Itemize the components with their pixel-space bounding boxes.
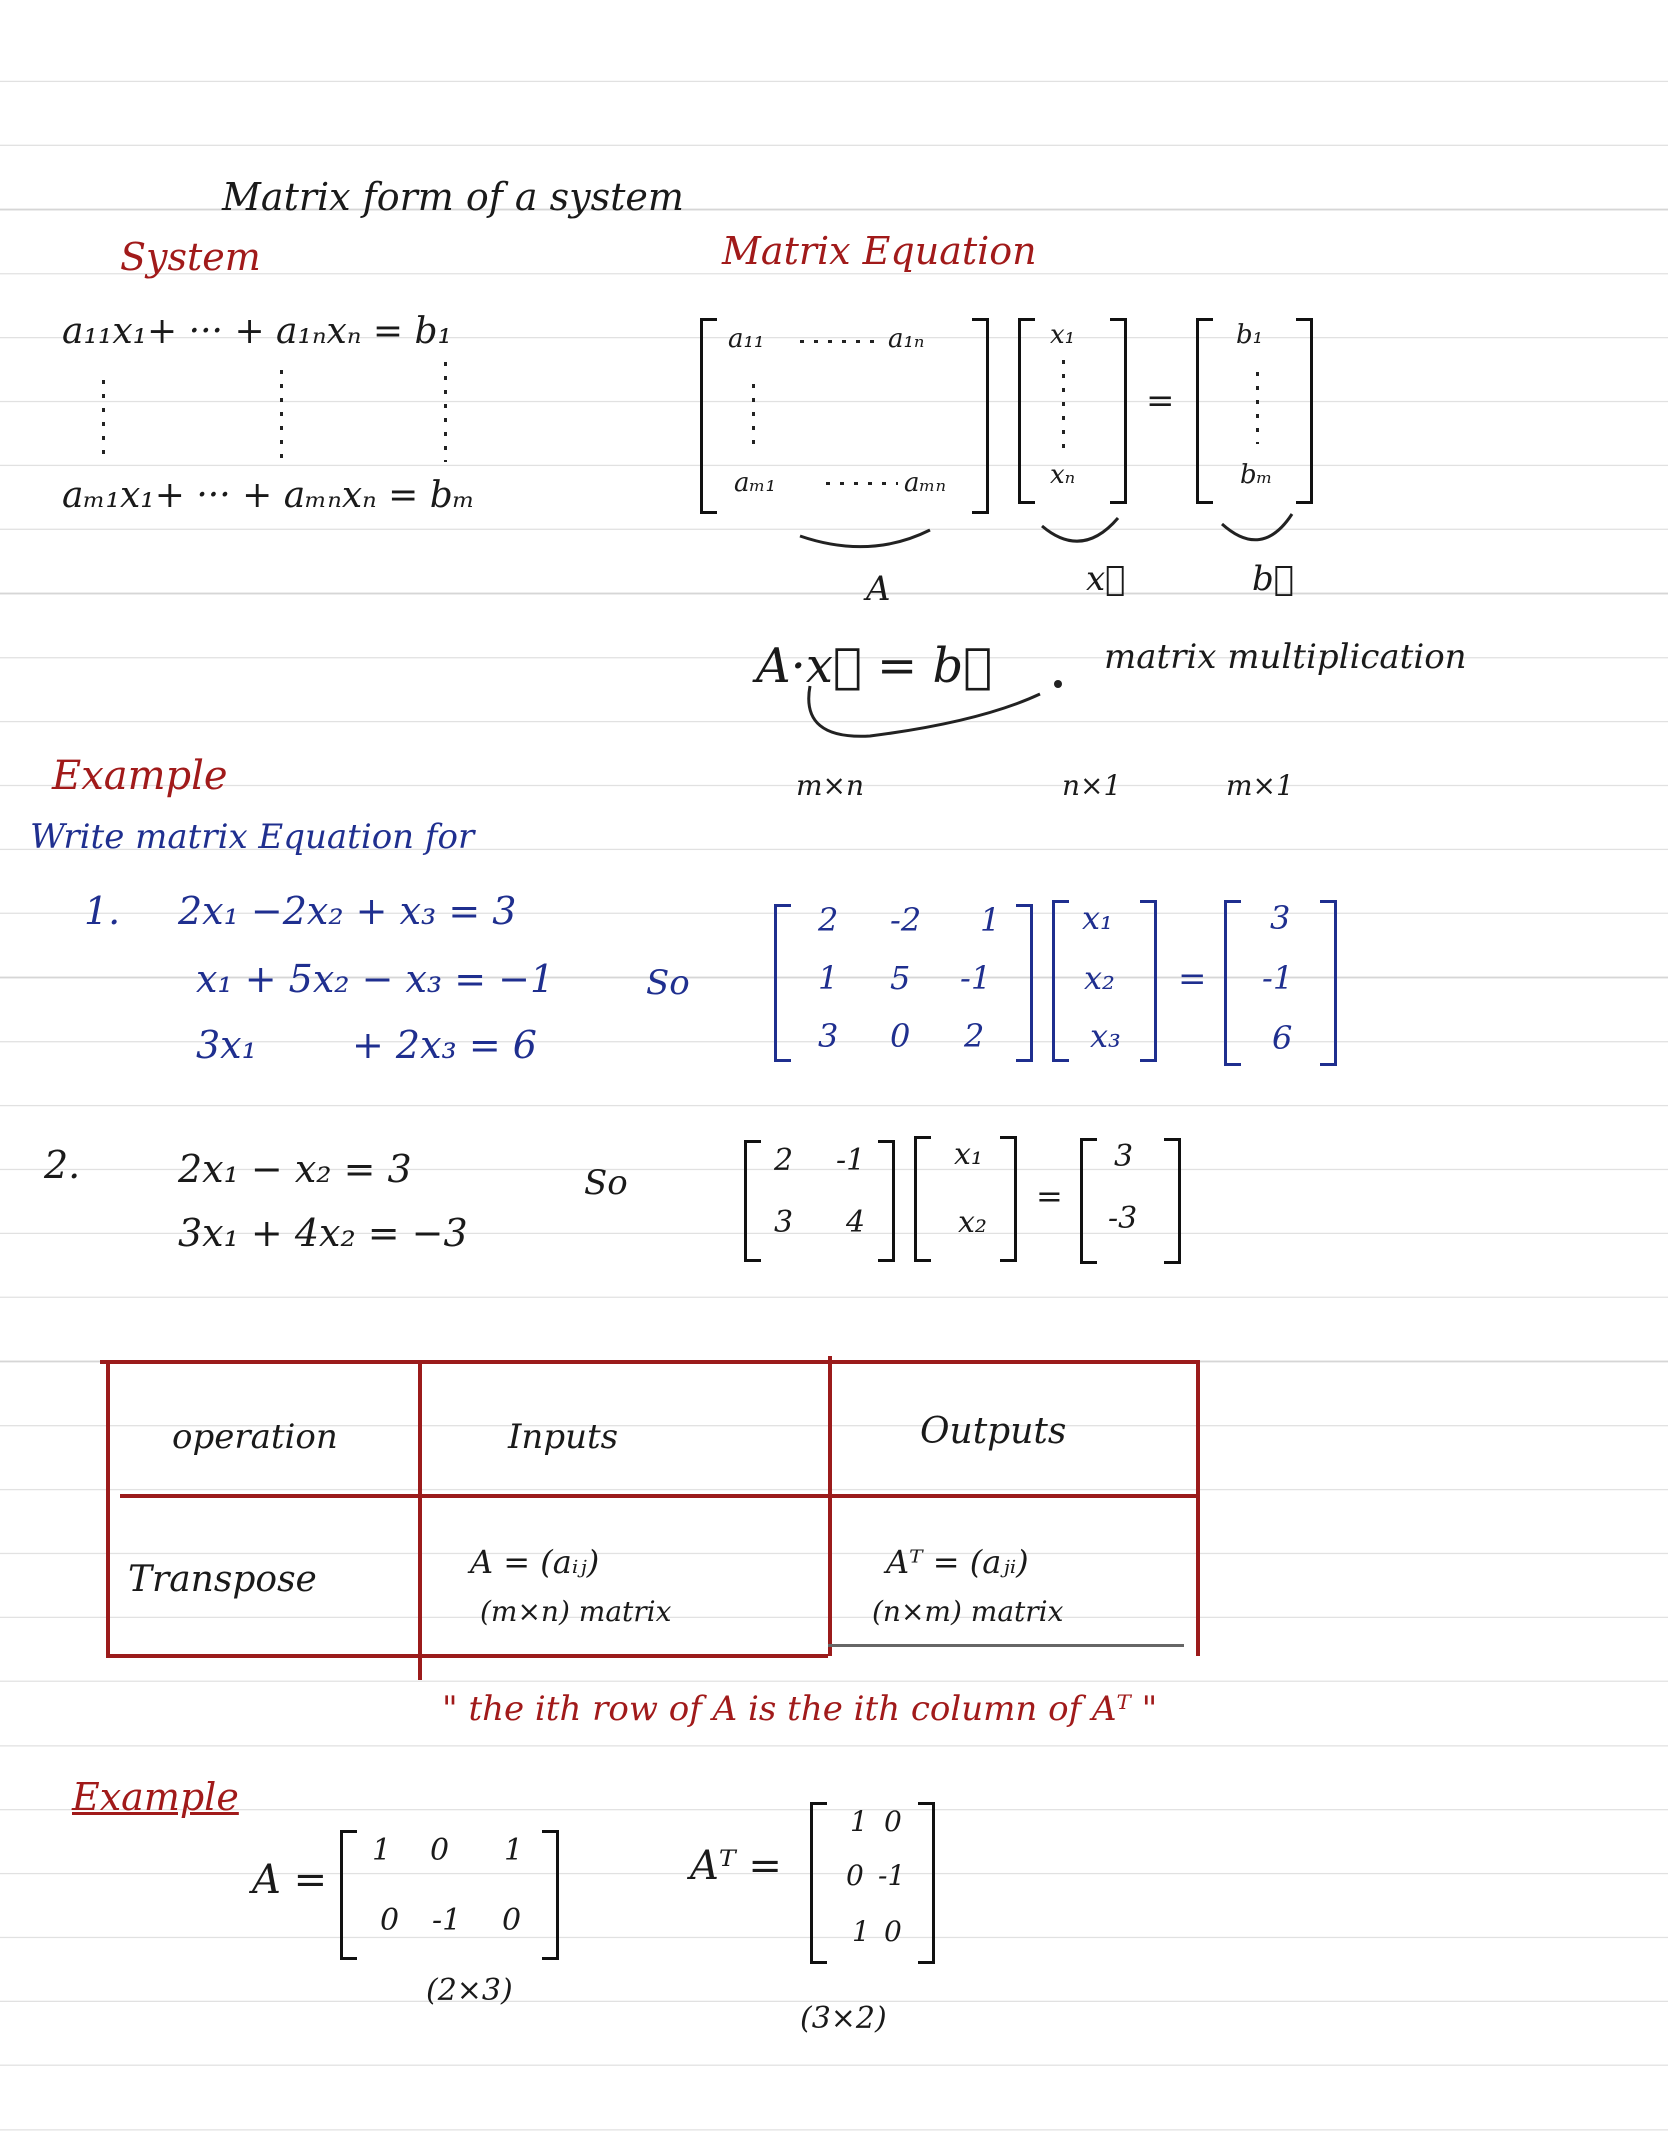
- tAT-21: 0: [846, 1859, 864, 1892]
- table-header-operation: operation: [172, 1417, 338, 1457]
- tA-23: 0: [502, 1903, 522, 1938]
- brace-A: [800, 530, 930, 547]
- example-heading-1: Example: [52, 753, 228, 799]
- ex1-A-23: -1: [960, 959, 992, 997]
- table-top-border: [100, 1360, 1198, 1364]
- transpose-A-label: A =: [252, 1857, 328, 1903]
- entry-xn: xₙ: [1050, 460, 1076, 490]
- tAT-32: 0: [884, 1915, 902, 1948]
- ex1-b-bracket-left: [1224, 900, 1241, 1066]
- transpose-AT-dim: (3×2): [800, 2001, 887, 2036]
- ex2-b-2: -3: [1108, 1201, 1138, 1236]
- ex2-eq2: 3x₁ + 4x₂ = −3: [178, 1211, 468, 1255]
- ex1-x-3: x₃: [1090, 1017, 1121, 1055]
- entry-amn: aₘₙ: [904, 468, 946, 498]
- table-right-border: [1196, 1360, 1200, 1656]
- table-cell-input-1: A = (aᵢⱼ): [470, 1543, 600, 1581]
- ex1-A-bracket-left: [774, 904, 791, 1062]
- table-bottom-border: [106, 1654, 828, 1658]
- ex1-A-21: 1: [818, 959, 839, 997]
- ex2-A-21: 3: [774, 1205, 794, 1240]
- matrix-equation-heading: Matrix Equation: [722, 229, 1037, 273]
- table-cell-transpose: Transpose: [128, 1559, 317, 1600]
- ex2-A-12: -1: [836, 1143, 866, 1178]
- tA-21: 0: [380, 1903, 400, 1938]
- table-divider-1: [418, 1360, 422, 1680]
- entry-b1: b₁: [1236, 320, 1264, 350]
- table-header-inputs: Inputs: [508, 1417, 619, 1457]
- ex2-A-22: 4: [846, 1205, 866, 1240]
- table-header-outputs: Outputs: [920, 1411, 1067, 1452]
- general-equals: =: [1146, 381, 1175, 421]
- example-heading-2: Example: [72, 1775, 239, 1819]
- brace-x: [1042, 518, 1118, 541]
- entry-x1: x₁: [1050, 320, 1076, 350]
- ex1-x-bracket-left: [1052, 900, 1069, 1062]
- example-prompt: Write matrix Equation for: [30, 817, 475, 857]
- entry-a1n: a₁ₙ: [888, 324, 925, 354]
- dim-A: m×n: [796, 769, 865, 802]
- entry-am1: aₘ₁: [734, 468, 776, 498]
- ex1-A-12: -2: [890, 901, 922, 939]
- ex1-b-3: 6: [1272, 1019, 1293, 1057]
- ex1-number: 1.: [84, 889, 121, 933]
- tAT-22: -1: [878, 1859, 906, 1892]
- system-row-m: aₘ₁x₁+ ··· + aₘₙxₙ = bₘ: [62, 475, 475, 516]
- arrow-dot: [1054, 680, 1062, 688]
- table-cell-output-1: Aᵀ = (aⱼᵢ): [886, 1543, 1029, 1581]
- ex2-b-bracket-right: [1164, 1138, 1181, 1264]
- ex1-so: So: [646, 963, 690, 1003]
- ex1-b-2: -1: [1262, 959, 1294, 997]
- ex2-A-bracket-right: [878, 1140, 895, 1262]
- tAT-31: 1: [852, 1915, 870, 1948]
- system-row-1: a₁₁x₁+ ··· + a₁ₙxₙ = b₁: [62, 311, 452, 352]
- page-title: Matrix form of a system: [222, 175, 684, 219]
- entry-bm: bₘ: [1240, 460, 1273, 490]
- ex2-b-bracket-left: [1080, 1138, 1097, 1264]
- tA-11: 1: [372, 1833, 392, 1868]
- ex2-eq1: 2x₁ − x₂ = 3: [178, 1147, 412, 1191]
- ex2-x-bracket-left: [914, 1136, 931, 1262]
- ex1-A-11: 2: [818, 901, 839, 939]
- label-x: x⃗: [1086, 559, 1126, 599]
- tAT-bracket-left: [810, 1802, 827, 1964]
- table-divider-2: [828, 1356, 832, 1656]
- ex1-A-32: 0: [890, 1017, 911, 1055]
- tAT-12: 0: [884, 1805, 902, 1838]
- ex2-A-11: 2: [774, 1143, 794, 1178]
- matrix-equation: A·x⃗ = b⃗: [756, 638, 993, 694]
- table-left-border: [106, 1360, 110, 1654]
- ex2-x-bracket-right: [1000, 1136, 1017, 1262]
- table-cell-input-2: (m×n) matrix: [480, 1595, 672, 1628]
- ex1-eq1: 2x₁ −2x₂ + x₃ = 3: [178, 889, 517, 933]
- transpose-AT-label: Aᵀ =: [690, 1843, 782, 1889]
- dim-b: m×1: [1226, 769, 1294, 802]
- tA-bracket-right: [542, 1830, 559, 1960]
- ex1-eq2: x₁ + 5x₂ − x₃ = −1: [196, 957, 555, 1001]
- ex2-number: 2.: [44, 1143, 81, 1187]
- tAT-11: 1: [850, 1805, 868, 1838]
- ex1-x-bracket-right: [1140, 900, 1157, 1062]
- label-A: A: [866, 569, 891, 609]
- ex1-eq3-right: + 2x₃ = 6: [352, 1023, 537, 1067]
- table-header-divider: [120, 1494, 1198, 1498]
- system-heading: System: [120, 235, 261, 279]
- ex2-b-1: 3: [1114, 1139, 1134, 1174]
- ex1-equals: =: [1178, 959, 1207, 999]
- ex1-eq3-left: 3x₁: [196, 1023, 257, 1067]
- transpose-note: " the ith row of A is the ith column of Aᵀ ": [442, 1689, 1158, 1729]
- tA-13: 1: [504, 1833, 524, 1868]
- tA-22: -1: [432, 1903, 462, 1938]
- tA-bracket-left: [340, 1830, 357, 1960]
- ex2-x-2: x₂: [958, 1205, 987, 1240]
- table-cell-output-2: (n×m) matrix: [872, 1595, 1064, 1628]
- table-bottom-border-right: [828, 1644, 1184, 1647]
- transpose-A-dim: (2×3): [426, 1973, 513, 2008]
- ex1-A-31: 3: [818, 1017, 839, 1055]
- ex2-equals: =: [1036, 1177, 1063, 1215]
- entry-a11: a₁₁: [728, 324, 765, 354]
- ex1-x-1: x₁: [1082, 899, 1113, 937]
- ex1-b-1: 3: [1270, 899, 1291, 937]
- ex2-A-bracket-left: [744, 1140, 761, 1262]
- label-b: b⃗: [1252, 559, 1295, 599]
- ex1-x-2: x₂: [1084, 959, 1115, 997]
- ex1-A-22: 5: [890, 959, 911, 997]
- ex2-x-1: x₁: [954, 1137, 983, 1172]
- ex1-b-bracket-right: [1320, 900, 1337, 1066]
- matrix-multiplication-note: matrix multiplication: [1104, 637, 1467, 677]
- brace-b: [1222, 514, 1292, 540]
- ex1-A-bracket-right: [1016, 904, 1033, 1062]
- ex1-A-33: 2: [964, 1017, 985, 1055]
- tA-12: 0: [430, 1833, 450, 1868]
- tAT-bracket-right: [918, 1802, 935, 1964]
- ex1-A-13: 1: [980, 901, 1001, 939]
- dim-x: n×1: [1062, 769, 1122, 802]
- ex2-so: So: [584, 1163, 628, 1203]
